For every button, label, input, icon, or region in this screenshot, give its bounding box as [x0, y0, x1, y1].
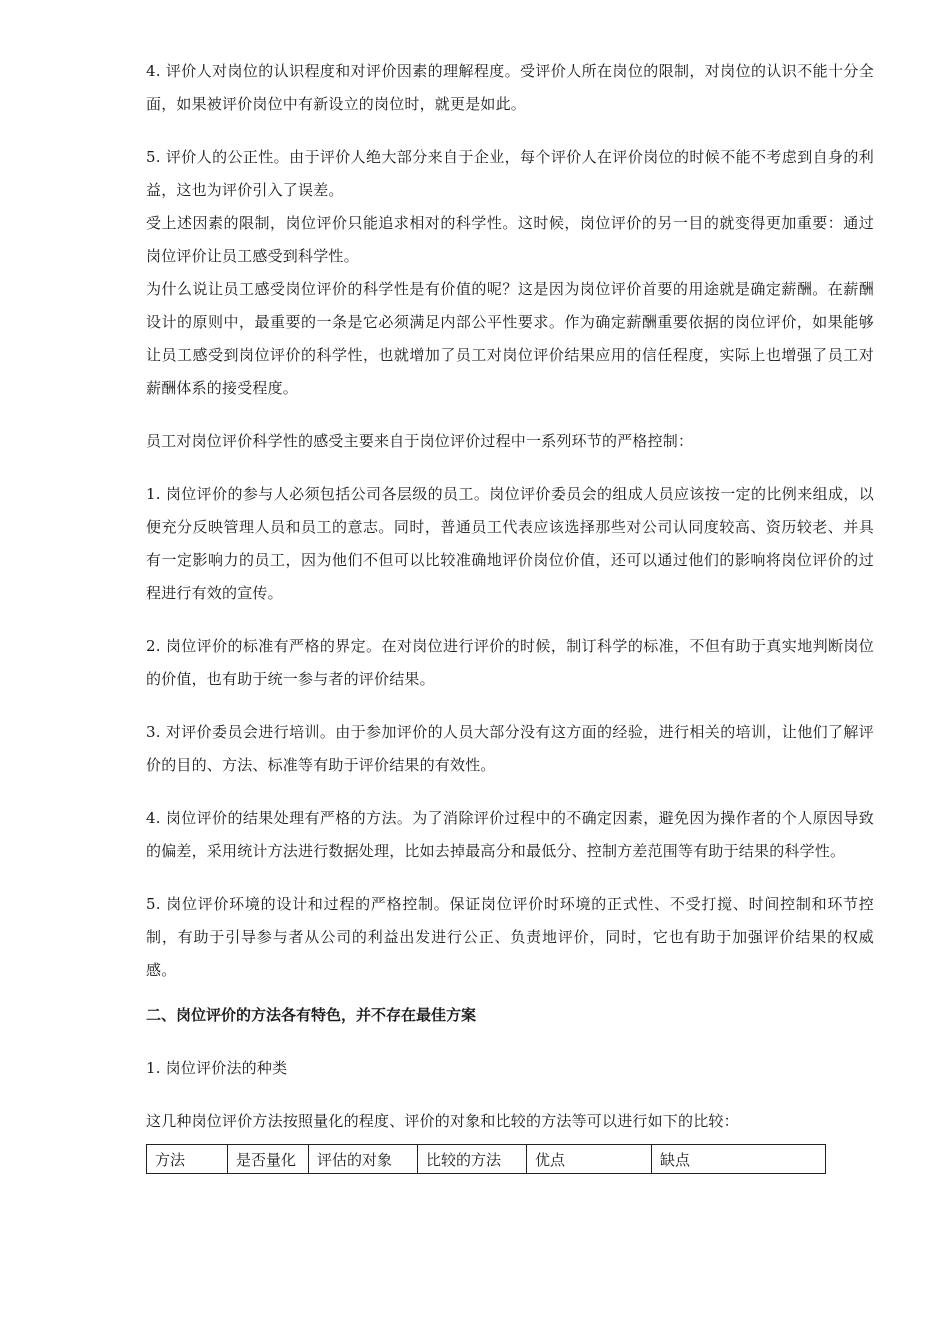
section-heading-methods: 二、岗位评价的方法各有特色，并不存在最佳方案	[146, 1006, 477, 1024]
paragraph-why-valuable: 为什么说让员工感受岗位评价的科学性是有价值的呢？这是因为岗位评价首要的用途就是确定薪酬。在薪酬设计的原则中，最重要的一条是它必须满足内部公平性要求。作为确定薪酬重要依据的岗位评价，如果能够让员工感受到岗位评价的科学性，也就增加了员工对岗位评价结果应用的信任程度，实际上也增强了员工对薪酬体系的接受程度。	[146, 280, 874, 397]
list-item-control-4: 4. 岗位评价的结果处理有严格的方法。为了消除评价过程中的不确定因素，避免因为操作者的个人原因导致的偏差，采用统计方法进行数据处理，比如去掉最高分和最低分、控制方差范围等有助于结果的科学性。	[146, 809, 874, 860]
table-header-cell: 是否量化	[228, 1145, 309, 1174]
table-header-row	[147, 1145, 826, 1174]
table-header-cell: 比较的方法	[418, 1145, 527, 1174]
list-item-control-5: 5. 岗位评价环境的设计和过程的严格控制。保证岗位评价时环境的正式性、不受打搅、时间控制和环节控制，有助于引导参与者从公司的利益出发进行公正、负责地评价，同时，它也有助于加强评价结果的权威感。	[146, 895, 874, 979]
table-header-cell: 方法	[147, 1145, 228, 1174]
list-item-control-2: 2. 岗位评价的标准有严格的界定。在对岗位进行评价的时候，制订科学的标准，不但有助于真实地判断岗位的价值，也有助于统一参与者的评价结果。	[146, 637, 874, 688]
paragraph-control-intro: 员工对岗位评价科学性的感受主要来自于岗位评价过程中一系列环节的严格控制：	[146, 432, 694, 450]
comparison-table	[146, 1144, 826, 1174]
table-header-cell: 缺点	[652, 1145, 826, 1174]
table-header-cell: 优点	[527, 1145, 652, 1174]
paragraph-factor-4: 4. 评价人对岗位的认识程度和对评价因素的理解程度。受评价人所在岗位的限制，对岗位的认识不能十分全面，如果被评价岗位中有新设立的岗位时，就更是如此。	[146, 62, 874, 113]
list-item-control-3: 3. 对评价委员会进行培训。由于参加评价的人员大部分没有这方面的经验，进行相关的培训，让他们了解评价的目的、方法、标准等有助于评价结果的有效性。	[146, 723, 874, 774]
subheading-method-types: 1. 岗位评价法的种类	[146, 1059, 288, 1077]
list-item-control-1: 1. 岗位评价的参与人必须包括公司各层级的员工。岗位评价委员会的组成人员应该按一定的比例来组成，以便充分反映管理人员和员工的意志。同时，普通员工代表应该选择那些对公司认同度较高、资历较老、并具有一定影响力的员工，因为他们不但可以比较准确地评价岗位价值，还可以通过他们的影响将岗位评价的过程进行有效的宣传。	[146, 485, 874, 602]
table-header-cell: 评估的对象	[309, 1145, 418, 1174]
paragraph-comparison-lead: 这几种岗位评价方法按照量化的程度、评价的对象和比较的方法等可以进行如下的比较：	[146, 1112, 739, 1130]
paragraph-factor-5: 5. 评价人的公正性。由于评价人绝大部分来自于企业，每个评价人在评价岗位的时候不能不考虑到自身的利益，这也为评价引入了误差。	[146, 148, 874, 199]
document-page	[146, 55, 874, 1174]
paragraph-relative-science: 受上述因素的限制，岗位评价只能追求相对的科学性。这时候，岗位评价的另一目的就变得更加重要：通过岗位评价让员工感受到科学性。	[146, 214, 874, 265]
